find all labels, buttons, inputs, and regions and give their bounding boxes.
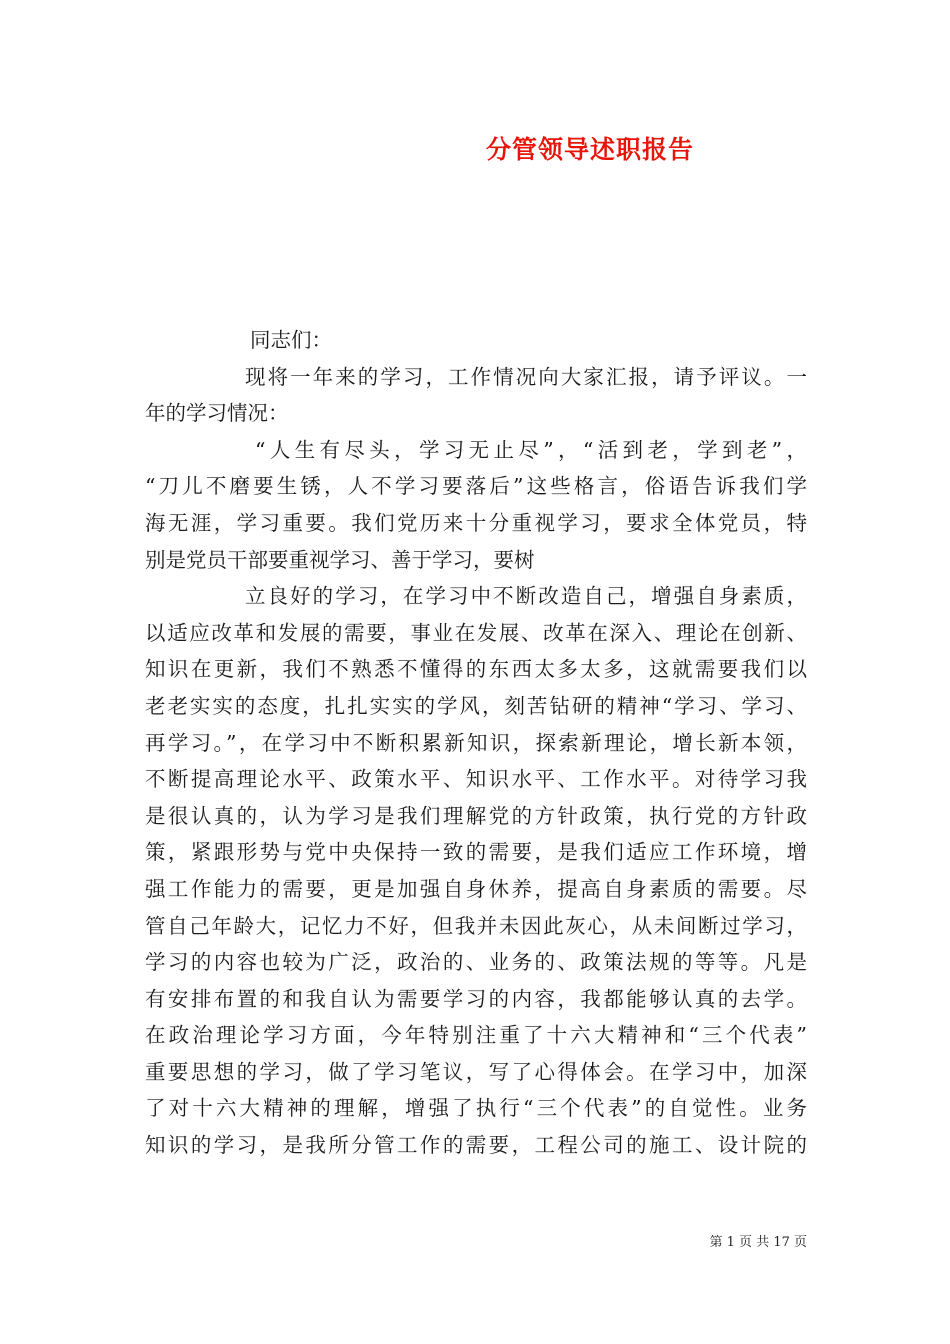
paragraph-line: 管自己年龄大，记忆力不好，但我并未因此灰心，从未间断过学习， — [145, 913, 807, 938]
paragraph-line: 海无涯，学习重要。我们党历来十分重视学习，要求全体党员，特 — [145, 510, 807, 535]
paragraph-line: 老老实实的态度，扎扎实实的学风，刻苦钻研的精神“学习、学习、 — [145, 693, 807, 718]
paragraph-line: 再学习。”，在学习中不断积累新知识，探索新理论，增长新本领， — [145, 730, 807, 755]
paragraph-line: 别是党员干部要重视学习、善于学习，要树 — [145, 547, 535, 572]
paragraph-line: 在政治理论学习方面，今年特别注重了十六大精神和“三个代表” — [145, 1023, 807, 1048]
paragraph-line: 重要思想的学习，做了学习笔议，写了心得体会。在学习中，加深 — [145, 1059, 807, 1084]
paragraph-line: 学习的内容也较为广泛，政治的、业务的、政策法规的等等。凡是 — [145, 950, 807, 975]
document-body — [145, 322, 807, 1164]
paragraph-line: 知识在更新，我们不熟悉不懂得的东西太多太多，这就需要我们以 — [145, 657, 807, 682]
paragraph-line: 以适应改革和发展的需要，事业在发展、改革在深入、理论在创新、 — [145, 620, 807, 645]
paragraph-line: 策，紧跟形势与党中央保持一致的需要，是我们适应工作环境，增 — [145, 840, 807, 865]
paragraph-line: 了对十六大精神的理解，增强了执行“三个代表”的自觉性。业务 — [145, 1096, 807, 1121]
paragraph-line: 现将一年来的学习，工作情况向大家汇报，请予评议。一 — [245, 364, 807, 389]
paragraph-line: 立良好的学习，在学习中不断改造自己，增强自身素质， — [245, 584, 807, 609]
document-title: 分管领导述职报告 — [485, 135, 694, 164]
salutation: 同志们： — [250, 328, 332, 352]
paragraph-line: 强工作能力的需要，更是加强自身休养，提高自身素质的需要。尽 — [145, 876, 807, 901]
paragraph-line: 年的学习情况： — [145, 401, 289, 426]
paragraph-line: 知识的学习，是我所分管工作的需要，工程公司的施工、设计院的 — [145, 1133, 807, 1158]
paragraph-line: 有安排布置的和我自认为需要学习的内容，我都能够认真的去学。 — [145, 986, 807, 1011]
paragraph-line: “刀儿不磨要生锈，人不学习要落后”这些格言，俗语告诉我们学 — [145, 474, 807, 499]
paragraph-line: 是很认真的，认为学习是我们理解党的方针政策，执行党的方针政 — [145, 803, 807, 828]
page-footer: 第 1 页 共 17 页 — [709, 1235, 807, 1250]
paragraph-line: 不断提高理论水平、政策水平、知识水平、工作水平。对待学习我 — [145, 767, 807, 792]
paragraph-line: “人生有尽头，学习无止尽”，“活到老，学到老”， — [255, 437, 807, 462]
